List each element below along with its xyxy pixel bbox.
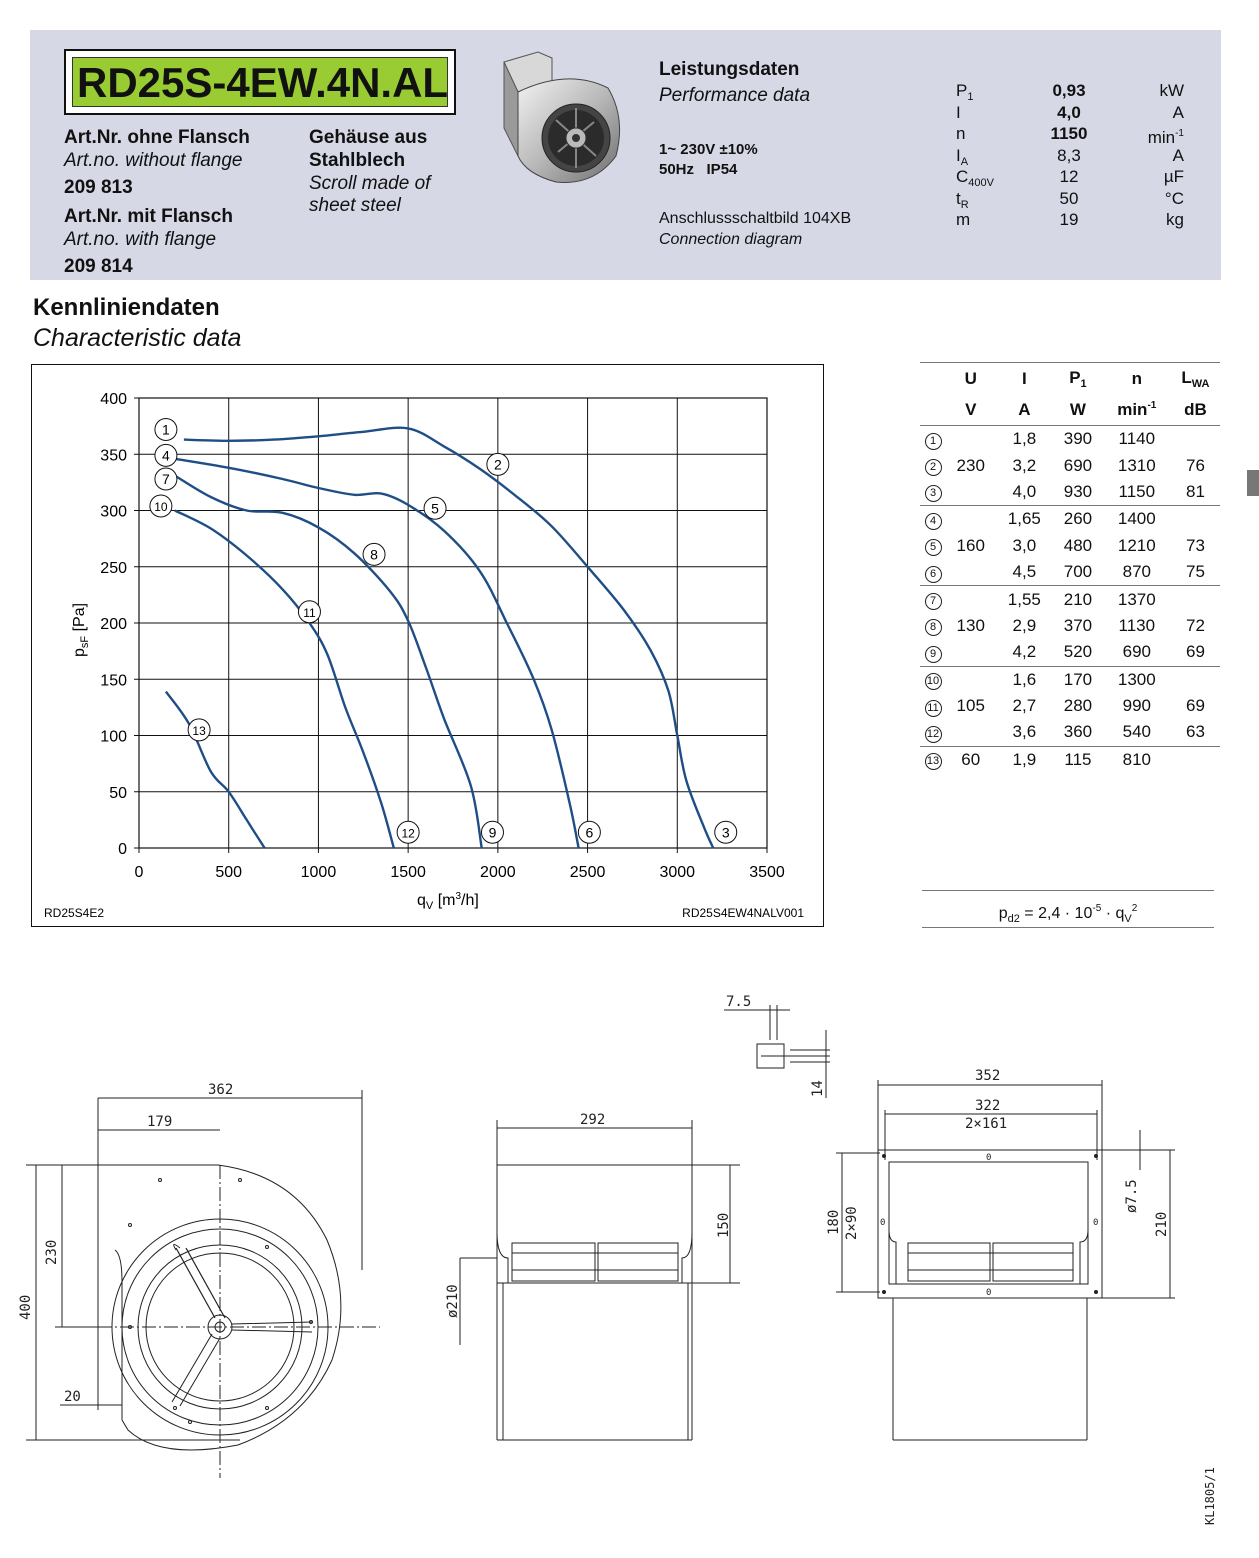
formula-q-sub: V: [1124, 913, 1132, 925]
model-box: [64, 49, 456, 115]
table-cell-power: 690: [1063, 455, 1093, 475]
table-cell-power: 260: [1053, 506, 1102, 533]
connection-diagram-de: Anschlussschaltbild 104XB: [659, 210, 852, 227]
table-header-row: [920, 363, 1220, 395]
housing-de-2: Stahlblech: [309, 150, 406, 171]
table-cell-speed: 1300: [1103, 666, 1171, 693]
perf-value: 0,93: [1052, 81, 1086, 100]
table-cell-voltage: [946, 666, 995, 693]
characteristic-chart: [32, 365, 823, 926]
curve-number-badge: 2: [925, 459, 942, 476]
dim-dia-7-5: ø7.5: [1124, 1179, 1140, 1213]
perf-value: 1150: [1050, 124, 1088, 143]
perf-value: 8,3: [1057, 145, 1081, 165]
table-cell-power: 370: [1063, 615, 1093, 635]
x-axis-label: $q_V$ $[m^3/h]$: [417, 891, 479, 912]
table-cell-current: 1,65: [995, 506, 1053, 533]
y-tick-label: 350: [100, 447, 127, 465]
formula-q-sup: 2: [1131, 903, 1138, 914]
perf-row: [956, 209, 1184, 231]
table-header-cell: [920, 363, 946, 395]
x-tick-label: 2500: [569, 864, 606, 881]
table-cell-voltage: 60: [946, 746, 995, 773]
curve-marker-label: 5: [431, 500, 439, 517]
hole-mark-bottom: 0: [986, 1288, 992, 1298]
perf-unit: A: [1172, 102, 1184, 122]
table-cell-voltage: [946, 586, 995, 613]
housing-en-1: Scroll made of: [309, 173, 431, 194]
table-cell-current: 4,0: [1012, 481, 1037, 501]
table-cell-power: 115: [1053, 746, 1102, 773]
dim-352: 352: [975, 1068, 1001, 1084]
table-unit-cell: V: [965, 399, 977, 419]
curve-number-badge: 10: [925, 673, 942, 690]
table-cell-current: 2,9: [1012, 615, 1037, 635]
table-cell-voltage: [946, 479, 995, 506]
table-cell-sound: 75: [1186, 562, 1205, 582]
perf-row: [956, 123, 1184, 145]
formula-q: · q: [1101, 905, 1125, 922]
model-name: RD25S-4EW.4N.AL: [72, 57, 448, 107]
table-row: [920, 452, 1220, 478]
curve-number-badge: 7: [925, 593, 942, 610]
table-cell-speed: 1370: [1103, 586, 1171, 613]
table-cell-current: 1,8: [995, 426, 1053, 453]
table-row: [920, 506, 1220, 533]
x-tick-label: 1500: [390, 864, 426, 881]
perf-symbol-sub: 400V: [968, 177, 994, 189]
dim-230: 230: [44, 1239, 60, 1265]
y-tick-label: 100: [100, 728, 127, 746]
perf-row: [956, 80, 1184, 102]
perf-symbol: $C_{400V}$: [956, 167, 994, 189]
perf-value: 50: [1059, 188, 1079, 208]
chart-footer-left: RD25S4E2: [44, 906, 105, 920]
characteristic-table: [920, 362, 1220, 773]
chart-footer-right: RD25S4EW4NALV001: [682, 906, 804, 920]
table-header-cell: I: [995, 363, 1053, 395]
y-tick-label: 50: [109, 784, 127, 802]
perf-unit-sup: -1: [1175, 128, 1184, 139]
curve-marker-label: 6: [585, 824, 594, 841]
y-tick-label: 300: [100, 503, 127, 521]
table-row: [920, 613, 1220, 639]
dim-2x161: 2×161: [965, 1116, 1008, 1132]
curve-marker-label: 1: [162, 421, 170, 438]
table-cell-speed: 1150: [1118, 481, 1156, 501]
hole-mark-left: 0: [880, 1218, 886, 1228]
y-tick-label: 200: [100, 616, 127, 633]
table-row-id: [920, 426, 946, 453]
dim-20: 20: [64, 1389, 81, 1405]
curve-marker-label: 13: [192, 723, 206, 738]
table-row: [920, 559, 1220, 586]
dim-7-5: 7.5: [726, 994, 752, 1010]
curve-marker-label: 9: [488, 824, 497, 841]
table-row: [920, 693, 1220, 719]
curve-marker-label: 8: [370, 546, 378, 563]
y-axis-label: $p_{sF}$ [Pa]: [71, 602, 91, 657]
side-view-drawing: [460, 1120, 740, 1440]
table-row-id: [920, 666, 946, 693]
dim-2x90: 2×90: [844, 1206, 860, 1240]
table-cell-speed: 540: [1122, 722, 1151, 742]
art-no-without-flange-de: Art.Nr. ohne Flansch: [64, 127, 250, 148]
perf-row: [956, 145, 1184, 167]
table-cell-voltage: 130: [956, 615, 985, 635]
table-cell-current: 4,5: [1012, 562, 1037, 582]
table-cell-sound: 76: [1186, 455, 1205, 475]
curve-marker-label: 7: [162, 471, 170, 487]
table-cell-speed: 1310: [1117, 455, 1156, 475]
table-cell-sound: [1171, 586, 1220, 613]
perf-symbol: $P_1$: [956, 81, 974, 103]
table-cell-sound: 69: [1186, 696, 1205, 716]
dim-dia-210: ø210: [445, 1284, 461, 1318]
perf-row: [956, 166, 1184, 188]
curve-1-2-3: [184, 428, 713, 848]
table-row: [920, 746, 1220, 773]
perf-symbol-sub: R: [960, 198, 969, 211]
section-subtitle: Characteristic data: [33, 324, 242, 352]
table-unit-row: [920, 394, 1220, 426]
table-cell-power: 700: [1063, 562, 1093, 582]
table-cell-sound: 81: [1186, 481, 1205, 501]
x-tick-label: 3000: [659, 864, 696, 881]
dim-362: 362: [208, 1082, 234, 1098]
dim-322: 322: [975, 1098, 1001, 1114]
supply-frequency: 50Hz IP54: [659, 161, 738, 178]
table-row-id: [920, 639, 946, 666]
perf-symbol-sub: A: [960, 155, 969, 168]
y-tick-label: 250: [100, 559, 127, 577]
table-row-id: [920, 559, 946, 586]
table-unit-cell: dB: [1184, 399, 1207, 419]
perf-unit: kg: [1166, 210, 1184, 229]
table-cell-sound: 63: [1186, 722, 1205, 742]
table-cell-voltage: [946, 719, 995, 746]
table-cell-sound: 72: [1186, 615, 1205, 635]
dim-210: 210: [1154, 1211, 1170, 1237]
supply-voltage: 1~ 230V ±10%: [659, 141, 758, 158]
table-cell-sound: [1171, 426, 1220, 453]
dim-400: 400: [18, 1294, 34, 1320]
curve-number-badge: 6: [925, 566, 942, 583]
table-cell-voltage: [946, 559, 995, 586]
section-title: Kennliniendaten: [33, 294, 220, 321]
art-no-with-flange-en: Art.no. with flange: [64, 229, 217, 250]
table-cell-power: 390: [1053, 426, 1102, 453]
characteristic-chart-frame: [31, 364, 824, 927]
curve-number-badge: 12: [925, 726, 942, 743]
table-cell-power: 210: [1053, 586, 1102, 613]
x-tick-label: 500: [215, 864, 243, 881]
table-row-id: [920, 479, 946, 506]
table-unit-cell: [920, 394, 946, 426]
table-cell-current: 3,6: [1012, 722, 1037, 742]
table-unit-sup: -1: [1147, 399, 1157, 411]
x-tick-label: 1000: [300, 864, 337, 881]
table-unit-cell: W: [1069, 399, 1086, 419]
fan-product-image: [498, 48, 630, 190]
table-cell-voltage: 105: [956, 696, 985, 716]
table-row: [920, 666, 1220, 693]
perf-symbol: m: [956, 210, 971, 229]
table-row-id: [920, 746, 946, 773]
curve-number-badge: 3: [925, 485, 942, 502]
table-cell-voltage: [946, 639, 995, 666]
outlet-view-drawing: [836, 1080, 1175, 1440]
perf-row: [956, 188, 1184, 210]
table-row: [920, 479, 1220, 506]
table-unit-cell: $\min^{-1}$: [1117, 399, 1157, 419]
formula-p-sub: d2: [1007, 913, 1020, 925]
perf-unit: °C: [1164, 188, 1184, 208]
perf-unit: µF: [1163, 167, 1184, 186]
perf-unit: A: [1172, 145, 1184, 165]
perf-symbol-sub: 1: [967, 91, 974, 103]
table-cell-power: 480: [1063, 535, 1093, 555]
y-tick-label: 150: [100, 672, 127, 690]
connection-diagram-en: Connection diagram: [659, 231, 803, 248]
table-cell-speed: 810: [1103, 746, 1171, 773]
curve-marker-label: 2: [493, 456, 502, 473]
front-view-drawing: [26, 1090, 380, 1478]
formula-p: p: [998, 905, 1008, 922]
perf-value: 19: [1059, 210, 1079, 229]
art-no-with-flange-de: Art.Nr. mit Flansch: [64, 206, 233, 227]
table-row-id: [920, 719, 946, 746]
table-cell-sound: 73: [1186, 535, 1205, 555]
dim-179: 179: [147, 1114, 173, 1130]
y-tick-label: 0: [118, 841, 127, 858]
art-no-with-flange-value: 209 814: [64, 256, 133, 277]
drawing-ref: KL1805/1: [1203, 1467, 1217, 1525]
housing-de-1: Gehäuse aus: [309, 127, 428, 148]
perf-title-en: Performance data: [659, 85, 811, 106]
table-cell-current: 3,2: [1012, 455, 1037, 475]
art-no-without-flange-en: Art.no. without flange: [64, 150, 243, 171]
table-header-sub: 1: [1080, 377, 1087, 390]
curve-number-badge: 9: [925, 646, 942, 663]
technical-drawings: [0, 960, 1259, 1558]
table-header-cell: $L_{WA}$: [1171, 363, 1220, 395]
dim-292: 292: [580, 1112, 606, 1128]
x-tick-label: 2000: [480, 864, 516, 881]
dynamic-pressure-formula: [922, 890, 1214, 928]
perf-title-de: Leistungsdaten: [659, 59, 800, 80]
perf-value: 12: [1059, 167, 1079, 186]
table-header-cell: n: [1103, 363, 1171, 395]
table-row: [920, 533, 1220, 559]
curve-marker-label: 3: [721, 824, 730, 841]
curve-13: [166, 692, 265, 848]
table-header-cell: U: [946, 363, 995, 395]
curve-number-badge: 5: [925, 539, 942, 556]
table-cell-sound: [1171, 506, 1220, 533]
table-cell-voltage: [946, 426, 995, 453]
curve-marker-label: 4: [162, 447, 170, 464]
perf-unit: $\min^{-1}$: [1147, 128, 1184, 147]
table-unit-cell: A: [1018, 399, 1031, 419]
table-cell-power: 930: [1063, 481, 1093, 501]
art-no-without-flange-value: 209 813: [64, 177, 133, 198]
curve-marker-label: 10: [154, 500, 168, 514]
table-row: [920, 719, 1220, 746]
table-cell-power: 360: [1063, 722, 1093, 742]
perf-row: [956, 102, 1184, 124]
table-cell-speed: 1140: [1103, 426, 1171, 453]
table-row: [920, 426, 1220, 453]
table-cell-current: 1,6: [995, 666, 1053, 693]
table-cell-speed: 1400: [1103, 506, 1171, 533]
table-cell-speed: 690: [1122, 642, 1151, 662]
table-cell-current: 4,2: [1012, 642, 1037, 662]
table-cell-sound: [1171, 746, 1220, 773]
table-cell-power: 520: [1063, 642, 1093, 662]
formula-exp: -5: [1092, 903, 1102, 914]
table-cell-current: 2,7: [1012, 696, 1037, 716]
x-tick-label: 0: [134, 864, 144, 881]
perf-value: 4,0: [1057, 102, 1081, 122]
dim-150: 150: [716, 1212, 732, 1238]
formula-coef: = 2,4 · 10: [1019, 905, 1093, 922]
table-row-id: [920, 452, 946, 478]
table-header-sub: WA: [1191, 377, 1210, 390]
curve-marker-label: 11: [303, 605, 316, 620]
table-row-id: [920, 506, 946, 533]
table-cell-current: 1,9: [995, 746, 1053, 773]
table-cell-speed: 990: [1122, 696, 1151, 716]
dim-180: 180: [826, 1209, 842, 1235]
perf-symbol: n: [956, 124, 966, 143]
housing-en-2: sheet steel: [309, 195, 401, 216]
curve-marker-label: 12: [401, 826, 415, 841]
table-cell-power: 170: [1053, 666, 1102, 693]
table-row-id: [920, 533, 946, 559]
table-cell-voltage: 160: [956, 535, 985, 555]
perf-symbol: $I_A$: [956, 145, 969, 168]
table-row: [920, 586, 1220, 613]
perf-unit: kW: [1159, 81, 1184, 100]
x-tick-label: 3500: [749, 864, 785, 881]
table-row-id: [920, 613, 946, 639]
table-cell-current: 3,0: [1012, 535, 1037, 555]
hole-mark-top: 0: [986, 1153, 992, 1163]
curve-number-badge: 8: [925, 619, 942, 636]
table-row-id: [920, 693, 946, 719]
table-cell-speed: 1130: [1118, 615, 1156, 635]
table-cell-current: 1,55: [995, 586, 1053, 613]
curve-number-badge: 4: [925, 513, 942, 530]
table-cell-sound: 69: [1186, 642, 1205, 662]
table-row: [920, 639, 1220, 666]
dim-14: 14: [810, 1080, 826, 1097]
table-cell-speed: 870: [1122, 562, 1151, 582]
table-cell-sound: [1171, 666, 1220, 693]
table-cell-voltage: [946, 506, 995, 533]
curve-number-badge: 11: [925, 700, 942, 717]
table-cell-speed: 1210: [1117, 535, 1156, 555]
curve-number-badge: 13: [925, 753, 942, 770]
table-row-id: [920, 586, 946, 613]
table-cell-power: 280: [1063, 696, 1093, 716]
curve-number-badge: 1: [925, 433, 942, 450]
perf-symbol: $t_R$: [956, 188, 969, 211]
perf-symbol: I: [956, 102, 961, 122]
hole-mark-right: 0: [1093, 1218, 1099, 1228]
page-side-tab: [1247, 470, 1259, 496]
table-cell-voltage: 230: [956, 455, 985, 475]
y-tick-label: 400: [100, 391, 127, 408]
table-header-cell: $P_1$: [1053, 363, 1102, 395]
